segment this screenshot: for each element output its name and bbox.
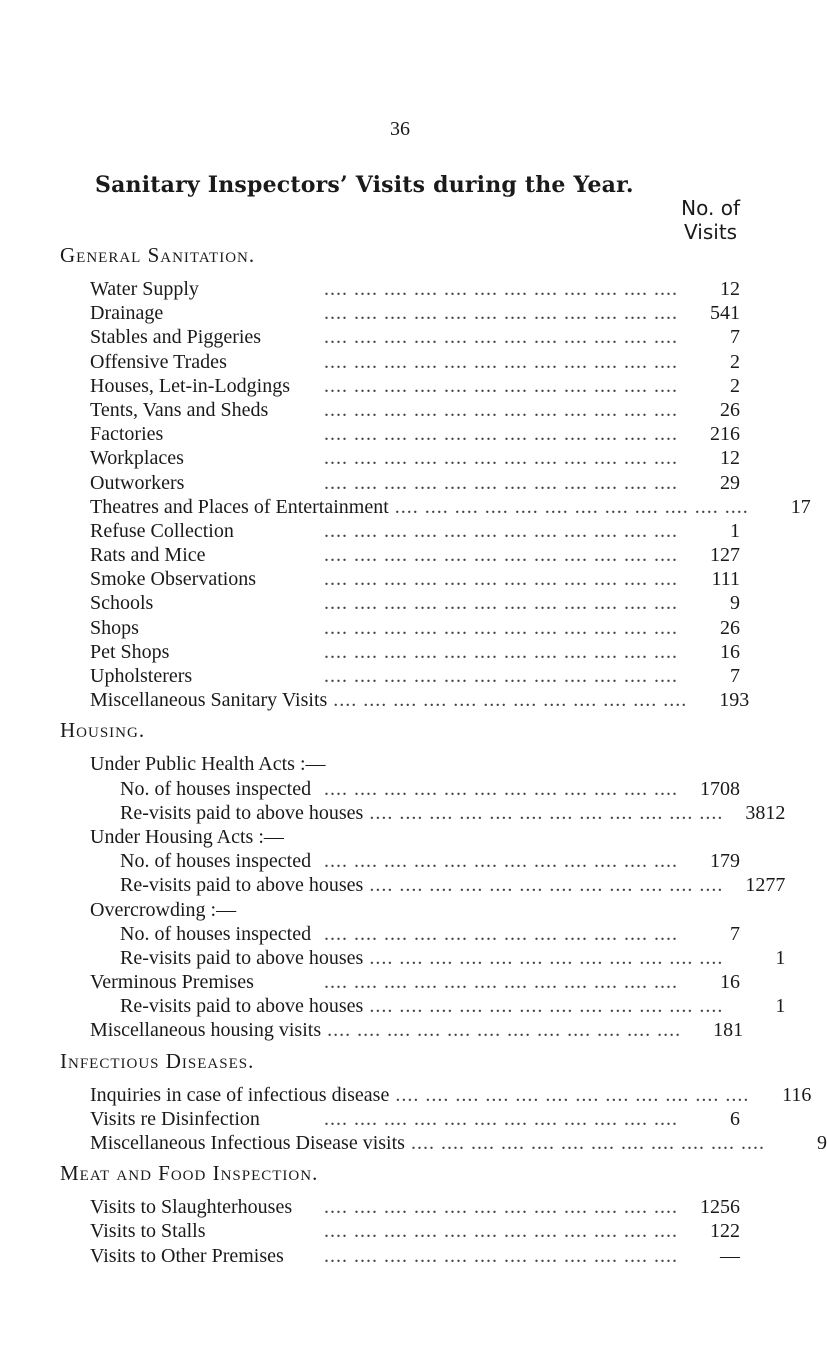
- page-title: Sanitary Inspectors’ Visits during the Year.: [95, 172, 634, 198]
- row-label: Offensive Trades: [90, 350, 227, 373]
- table-row: [90, 1083, 812, 1107]
- row-value: —: [720, 1244, 740, 1267]
- dot-leader: .... .... .... .... .... .... .... .... .... .... .... ....: [327, 1019, 682, 1042]
- table-row: [90, 1107, 740, 1131]
- row-value: 127: [710, 544, 740, 567]
- row-value: 541: [710, 302, 740, 325]
- row-value: 181: [713, 1019, 744, 1042]
- column-header: [681, 196, 740, 244]
- dot-leader: .... .... .... .... .... .... .... .... .... .... .... ....: [324, 447, 678, 470]
- dot-leader: .... .... .... .... .... .... .... .... .... .... .... ....: [333, 689, 688, 712]
- table-row: [90, 374, 740, 398]
- housing-list: [60, 752, 786, 1042]
- row-value: 122: [710, 1220, 740, 1243]
- dot-leader: .... .... .... .... .... .... .... .... .... .... .... ....: [324, 616, 678, 639]
- meat-food-inspection-list: [60, 1195, 740, 1268]
- column-header-line1: No. of: [681, 196, 740, 220]
- row-label: Outworkers: [90, 471, 185, 494]
- sub-heading-public-health-acts: Under Public Health Acts :—: [90, 753, 326, 776]
- dot-leader: .... .... .... .... .... .... .... .... .... .... .... ....: [324, 423, 678, 446]
- row-value: 179: [710, 850, 740, 873]
- row-label: No. of houses inspected: [120, 922, 312, 945]
- dot-leader: .... .... .... .... .... .... .... .... .... .... .... ....: [324, 278, 678, 300]
- row-label: Miscellaneous Infectious Disease visits: [90, 1132, 405, 1154]
- dot-leader: .... .... .... .... .... .... .... .... .... .... .... ....: [324, 922, 678, 945]
- row-label: Shops: [90, 616, 139, 639]
- row-label: Visits to Stalls: [90, 1220, 206, 1243]
- row-value: 1277: [745, 874, 786, 897]
- dot-leader: .... .... .... .... .... .... .... .... .... .... .... ....: [324, 471, 678, 494]
- page-number: 36: [390, 118, 410, 140]
- row-label: Visits to Other Premises: [90, 1244, 284, 1267]
- table-row: [90, 398, 740, 422]
- row-value: 26: [720, 398, 740, 421]
- dot-leader: .... .... .... .... .... .... .... .... .... .... .... ....: [324, 1196, 678, 1219]
- row-label: Schools: [90, 592, 154, 615]
- table-row: [90, 495, 811, 519]
- table-row: [90, 1219, 740, 1243]
- row-label: Inquiries in case of infectious disease: [90, 1083, 390, 1106]
- row-value: 216: [710, 423, 740, 446]
- visits-table: [60, 243, 827, 1274]
- dot-leader: .... .... .... .... .... .... .... .... .... .... .... ....: [394, 495, 749, 518]
- row-value: 9: [816, 1132, 827, 1154]
- dot-leader: .... .... .... .... .... .... .... .... .... .... .... ....: [324, 568, 678, 591]
- row-label: Re-visits paid to above houses: [120, 995, 364, 1018]
- dot-leader: .... .... .... .... .... .... .... .... .... .... .... ....: [324, 374, 678, 397]
- row-label: Factories: [90, 423, 164, 446]
- dot-leader: .... .... .... .... .... .... .... .... .... .... .... ....: [324, 302, 678, 325]
- dot-leader: .... .... .... .... .... .... .... .... .... .... .... ....: [324, 777, 678, 800]
- dot-leader: .... .... .... .... .... .... .... .... .... .... .... ....: [324, 850, 678, 873]
- table-row: [90, 946, 786, 970]
- table-row: [90, 688, 750, 712]
- table-row: [90, 873, 786, 897]
- dot-leader: .... .... .... .... .... .... .... .... .... .... .... ....: [324, 326, 678, 349]
- row-value: 116: [782, 1083, 812, 1106]
- row-value: 193: [719, 689, 750, 712]
- row-label: No. of houses inspected: [120, 777, 312, 800]
- row-value: 7: [730, 665, 740, 687]
- row-value: 2: [730, 374, 740, 397]
- dot-leader: .... .... .... .... .... .... .... .... .... .... .... ....: [369, 801, 724, 824]
- row-label: Workplaces: [90, 447, 184, 470]
- row-label: No. of houses inspected: [120, 850, 312, 873]
- table-row: [90, 994, 786, 1018]
- row-value: 26: [720, 616, 740, 639]
- row-value: 29: [720, 471, 740, 494]
- row-value: 16: [720, 971, 740, 994]
- row-label: Stables and Piggeries: [90, 326, 262, 349]
- row-value: 1: [775, 995, 786, 1018]
- row-label: Miscellaneous Sanitary Visits: [90, 689, 328, 712]
- row-value: 2: [730, 350, 740, 373]
- table-row: [90, 1131, 827, 1155]
- section-title-meat-food-inspection: Meat and Food Inspection.: [60, 1161, 319, 1186]
- dot-leader: .... .... .... .... .... .... .... .... .... .... .... ....: [369, 995, 724, 1018]
- table-row: [90, 471, 740, 495]
- dot-leader: .... .... .... .... .... .... .... .... .... .... .... ....: [369, 874, 724, 897]
- table-row: [90, 1018, 744, 1042]
- row-value: 16: [720, 640, 740, 663]
- row-value: 3812: [745, 801, 786, 824]
- row-label: Water Supply: [90, 278, 199, 300]
- dot-leader: .... .... .... .... .... .... .... .... .... .... .... ....: [324, 350, 678, 373]
- column-header-line2: Visits: [684, 220, 738, 244]
- table-row: [90, 446, 740, 470]
- dot-leader: .... .... .... .... .... .... .... .... .... .... .... ....: [395, 1083, 750, 1106]
- row-label: Pet Shops: [90, 640, 170, 663]
- dot-leader: .... .... .... .... .... .... .... .... .... .... .... ....: [324, 544, 678, 567]
- row-value: 111: [711, 568, 740, 591]
- row-label: Drainage: [90, 302, 164, 325]
- table-row: [90, 970, 740, 994]
- table-row: [90, 616, 740, 640]
- table-row: [90, 1244, 740, 1268]
- table-row: [90, 325, 740, 349]
- row-value: 1708: [700, 777, 740, 800]
- table-row: [90, 350, 740, 374]
- row-label: Visits re Disinfection: [90, 1107, 260, 1130]
- row-value: 17: [790, 495, 811, 518]
- row-value: 9: [730, 592, 740, 615]
- row-label: Re-visits paid to above houses: [120, 946, 364, 969]
- dot-leader: .... .... .... .... .... .... .... .... .... .... .... ....: [324, 1107, 678, 1130]
- dot-leader: .... .... .... .... .... .... .... .... .... .... .... ....: [369, 946, 724, 969]
- table-row: [90, 849, 740, 873]
- dot-leader: .... .... .... .... .... .... .... .... .... .... .... ....: [324, 971, 678, 994]
- row-label: Visits to Slaughterhouses: [90, 1196, 293, 1219]
- sub-heading-overcrowding: Overcrowding :—: [90, 898, 237, 921]
- row-value: 7: [730, 326, 740, 349]
- table-row: [90, 567, 740, 591]
- row-value: 6: [730, 1107, 740, 1130]
- table-row: [90, 1195, 740, 1219]
- table-row: [90, 543, 740, 567]
- table-row: [90, 664, 740, 688]
- dot-leader: .... .... .... .... .... .... .... .... .... .... .... ....: [324, 665, 678, 687]
- row-label: Smoke Observations: [90, 568, 257, 591]
- row-label: Rats and Mice: [90, 544, 206, 567]
- dot-leader: .... .... .... .... .... .... .... .... .... .... .... ....: [324, 398, 678, 421]
- dot-leader: .... .... .... .... .... .... .... .... .... .... .... ....: [324, 640, 678, 663]
- table-row: [90, 591, 740, 615]
- table-row: [90, 301, 740, 325]
- dot-leader: .... .... .... .... .... .... .... .... .... .... .... ....: [324, 519, 678, 542]
- row-value: 12: [720, 278, 740, 300]
- row-value: 1: [730, 519, 740, 542]
- table-row: [90, 777, 740, 801]
- general-sanitation-list: [60, 277, 811, 712]
- section-title-infectious-diseases: Infectious Diseases.: [60, 1048, 255, 1073]
- table-row: [90, 422, 740, 446]
- row-value: 1: [775, 946, 786, 969]
- dot-leader: .... .... .... .... .... .... .... .... .... .... .... ....: [410, 1132, 765, 1154]
- sub-heading-housing-acts: Under Housing Acts :—: [90, 825, 284, 848]
- dot-leader: .... .... .... .... .... .... .... .... .... .... .... ....: [324, 1244, 678, 1267]
- row-label: Upholsterers: [90, 665, 193, 687]
- table-row: [90, 922, 740, 946]
- dot-leader: .... .... .... .... .... .... .... .... .... .... .... ....: [324, 592, 678, 615]
- row-value: 1256: [700, 1196, 740, 1219]
- row-label: Theatres and Places of Entertainment: [90, 495, 389, 518]
- row-label: Re-visits paid to above houses: [120, 801, 364, 824]
- row-label: Refuse Collection: [90, 519, 234, 542]
- table-row: [90, 277, 740, 301]
- row-label: Miscellaneous housing visits: [90, 1019, 322, 1042]
- row-label: Houses, Let-in-Lodgings: [90, 374, 290, 397]
- section-title-housing: Housing.: [60, 718, 146, 743]
- table-row: [90, 519, 740, 543]
- row-label: Re-visits paid to above houses: [120, 874, 364, 897]
- table-row: [90, 801, 786, 825]
- row-label: Verminous Premises: [90, 971, 254, 994]
- section-title-general-sanitation: General Sanitation.: [60, 243, 256, 267]
- row-value: 7: [730, 922, 740, 945]
- table-row: [90, 640, 740, 664]
- infectious-diseases-list: [60, 1083, 827, 1156]
- row-value: 12: [720, 447, 740, 470]
- row-label: Tents, Vans and Sheds: [90, 398, 269, 421]
- dot-leader: .... .... .... .... .... .... .... .... .... .... .... ....: [324, 1220, 678, 1243]
